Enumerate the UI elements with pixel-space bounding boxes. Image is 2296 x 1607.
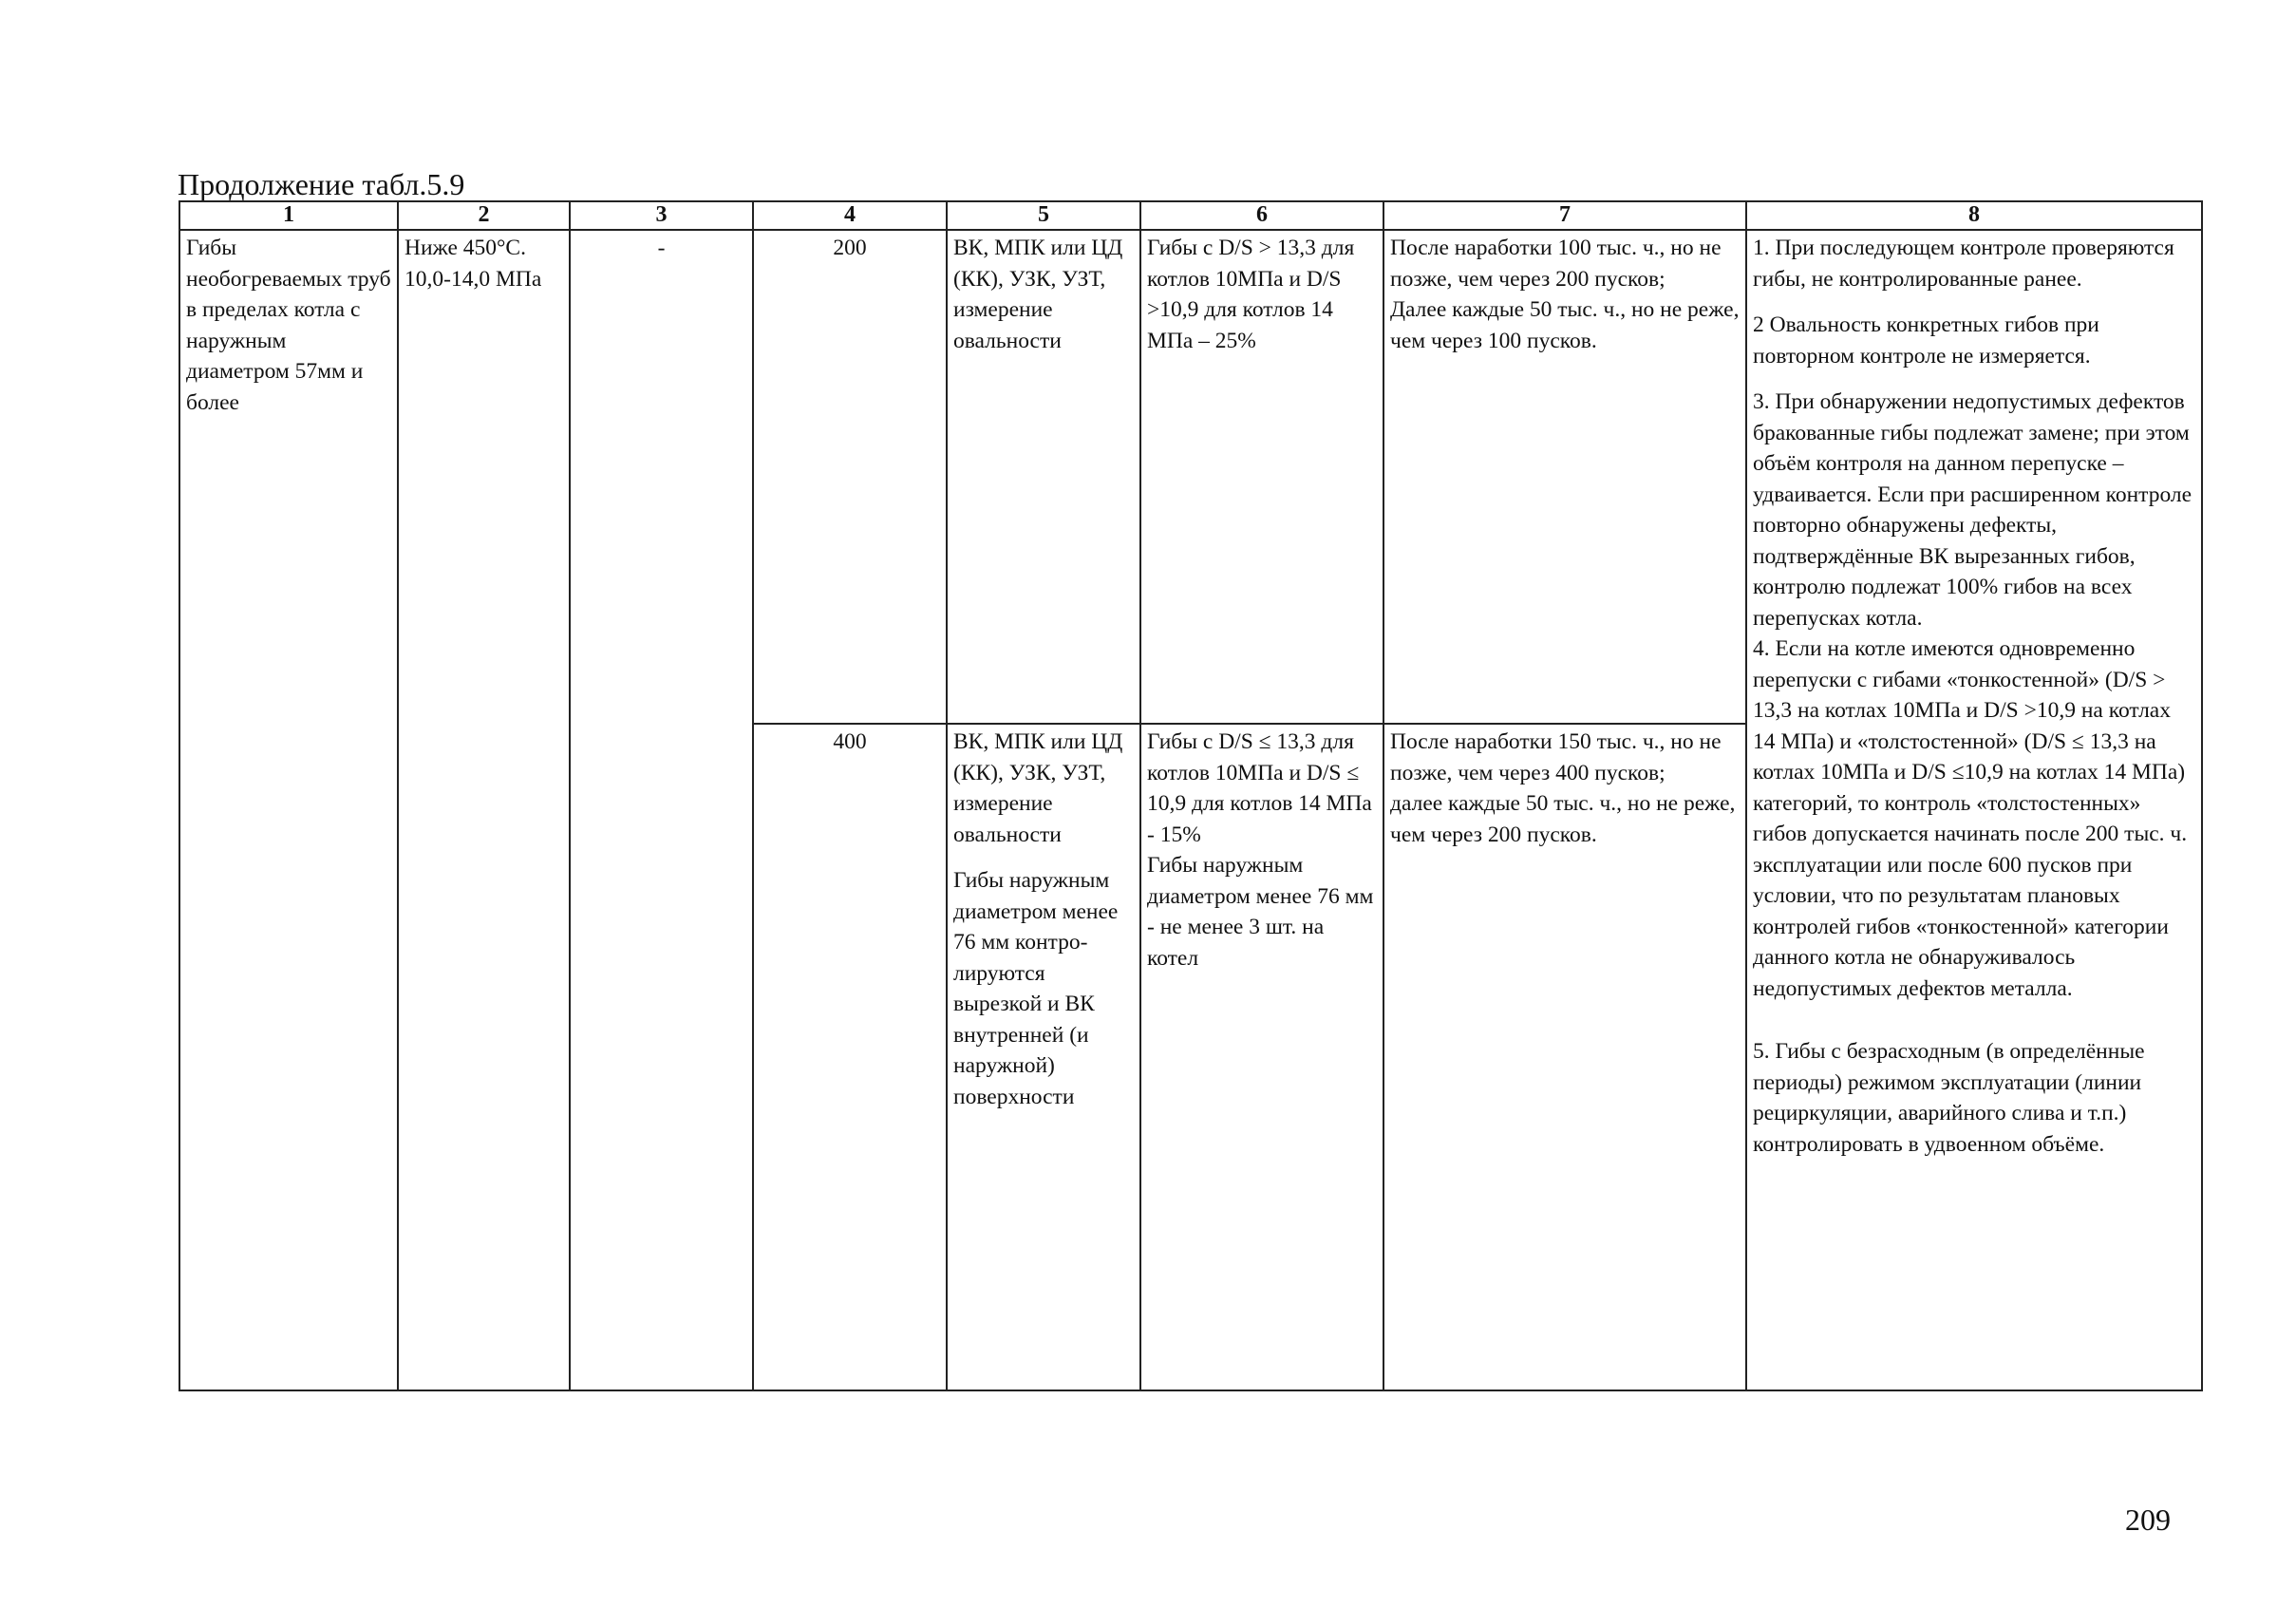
scope-400-small-diameter: Гибы наружным диаметром менее 76 мм - не менее 3 шт. на котел (1147, 853, 1374, 971)
scope-400-main: Гибы с D/S ≤ 13,3 для котлов 10МПа и D/S ≤ 10,9 для котлов 14 МПа - 15% (1147, 729, 1372, 847)
cell-hours-400: 400 (753, 724, 947, 1390)
cell-scope-200: Гибы с D/S > 13,3 для котлов 10МПа и D/S >10,9 для котлов 14 МПа – 25% (1140, 230, 1383, 724)
header-col-3: 3 (570, 201, 753, 230)
header-col-5: 5 (947, 201, 1140, 230)
header-col-4: 4 (753, 201, 947, 230)
page-number: 209 (2125, 1503, 2171, 1537)
note-4: 4. Если на котле имеются одновременно перепуски с гибами «тонкостенной» (D/S > 13,3 на котлах 10МПа и D/S >10,9 на котлах 14 МПа) и «толстостенной» (D/S ≤ 13,3 на котлах 10МПа и D/S ≤10,9 на котлах 14 МПа) категорий, то контроль «толстостенных» гибов допускается начинать после 200 тыс. ч. эксплуатации или после 600 пусков при условии, что по результатам плановых контролей гибов «тонкостенной» категории данного котла не обнаруживалось недопустимых дефектов металла. (1753, 636, 2188, 1001)
continuation-table (179, 200, 2203, 1391)
timing-400-first: После наработки 150 тыс. ч., но не позже, чем через 400 пусков; (1390, 729, 1722, 785)
note-1: 1. При последующем контроле проверяются гибы, не контролированные ранее. (1753, 236, 2174, 292)
header-col-7: 7 (1383, 201, 1746, 230)
table-header-row (179, 201, 2202, 230)
timing-400-next: далее каждые 50 тыс. ч., но не реже, чем через 200 пусков. (1390, 791, 1736, 847)
note-2: 2 Овальность конкретных гибов при повторном контроле не измеряется. (1753, 312, 2099, 369)
cell-object: Гибы необогреваемых труб в пределах котла с наружным диаметром 57мм и более (179, 230, 398, 1390)
timing-200-next: Далее каждые 50 тыс. ч., но не реже, чем через 100 пусков. (1390, 297, 1740, 353)
cell-timing-200 (1383, 230, 1746, 724)
table-caption: Продолжение табл.5.9 (178, 167, 465, 201)
header-col-6: 6 (1140, 201, 1383, 230)
methods-400-small-diameter: Гибы наружным диаметром менее 76 мм контро-лируются вырезкой и ВК внутренней (и наружной) поверхности (953, 868, 1119, 1109)
note-5: 5. Гибы с безрасходным (в определённые периоды) режимом эксплуатации (линии рециркуляции, аварийного слива и т.п.) контролировать в удвоенном объёме. (1753, 1039, 2145, 1157)
cell-timing-400 (1383, 724, 1746, 1390)
header-col-1: 1 (179, 201, 398, 230)
cell-hours-200: 200 (753, 230, 947, 724)
note-3: 3. При обнаружении недопустимых дефектов бракованные гибы подлежат замене; при этом объём контроля на данном перепуске – удваивается. Если при расширенном контроле повторно обнаружены дефекты, подтверждённые ВК вырезанных гибов, контролю подлежат 100% гибов на всех перепусках котла. (1753, 389, 2192, 631)
header-col-2: 2 (398, 201, 570, 230)
table-row (179, 230, 2202, 724)
cell-methods-400 (947, 724, 1140, 1390)
cell-methods-200: ВК, МПК или ЦД (КК), УЗК, УЗТ, измерение овальности (947, 230, 1140, 724)
cell-scope-400 (1140, 724, 1383, 1390)
methods-400-main: ВК, МПК или ЦД (КК), УЗК, УЗТ, измерение овальности (953, 729, 1123, 847)
header-col-8: 8 (1746, 201, 2202, 230)
cell-col3: - (570, 230, 753, 1390)
timing-200-first: После наработки 100 тыс. ч., но не позже, чем через 200 пусков; (1390, 236, 1722, 292)
cell-notes (1746, 230, 2202, 1390)
cell-conditions: Ниже 450°С. 10,0-14,0 МПа (398, 230, 570, 1390)
